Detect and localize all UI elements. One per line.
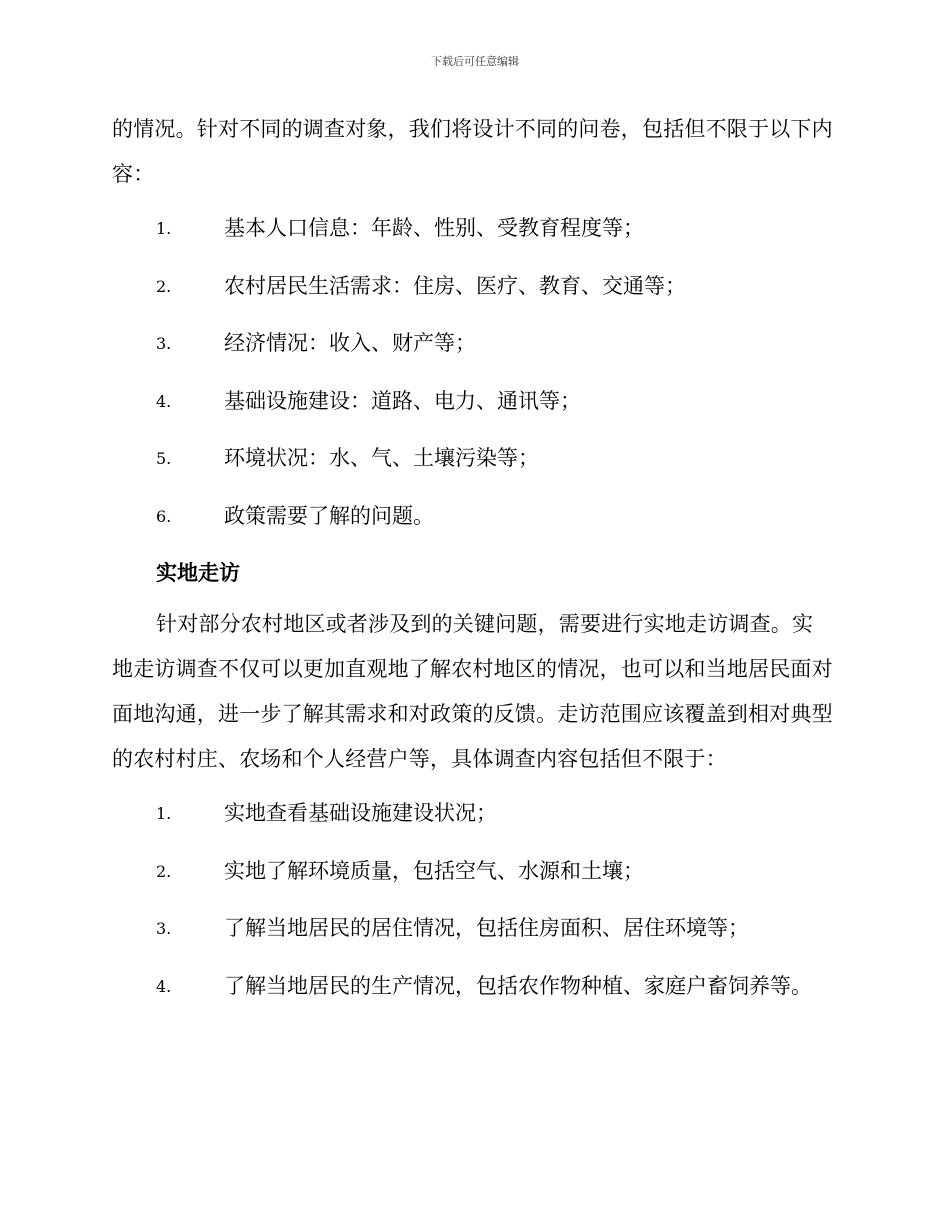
list-number: 3.: [156, 334, 172, 353]
list-item: [112, 258, 834, 316]
visit-list: [112, 785, 834, 1015]
list-number: 2.: [156, 861, 172, 881]
list-item: [112, 900, 834, 958]
list-item: [112, 315, 834, 373]
list-text: 实地查看基础设施建设状况；: [224, 801, 497, 825]
list-text: 农村居民生活需求：住房、医疗、教育、交通等；: [224, 273, 686, 298]
list-number: 3.: [156, 919, 172, 938]
list-number: 6.: [156, 506, 172, 526]
list-number: 4.: [156, 976, 172, 996]
list-number: 1.: [156, 804, 172, 823]
questionnaire-list: [112, 200, 834, 545]
intro-paragraph: 的情况。针对不同的调查对象，我们将设计不同的问卷，包括但不限于以下内容：: [112, 117, 833, 186]
list-item: [112, 430, 834, 488]
list-text: 政策需要了解的问题。: [224, 503, 434, 528]
list-text: 基础设施建设：道路、电力、通讯等；: [224, 388, 581, 413]
list-number: 2.: [156, 276, 172, 296]
list-text: 了解当地居民的生产情况，包括农作物种植、家庭户畜饲养等。: [224, 973, 812, 998]
list-item: [112, 785, 834, 843]
list-item: [112, 200, 834, 258]
list-text: 了解当地居民的居住情况，包括住房面积、居住环境等；: [224, 916, 749, 940]
list-item: [112, 373, 834, 431]
list-item: [112, 958, 834, 1016]
list-text: 实地了解环境质量，包括空气、水源和土壤；: [224, 858, 644, 883]
list-number: 5.: [156, 449, 172, 468]
list-number: 1.: [156, 219, 172, 238]
list-text: 经济情况：收入、财产等；: [224, 331, 476, 355]
list-text: 基本人口信息：年龄、性别、受教育程度等；: [224, 216, 644, 240]
section-paragraph: 针对部分农村地区或者涉及到的关键问题，需要进行实地走访调查。实地走访调查不仅可以更加直观地了解农村地区的情况，也可以和当地居民面对面地沟通，进一步了解其需求和对政策的反馈。走访范围应该覆盖到相对典型的农村村庄、农场和个人经营户等，具体调查内容包括但不限于：: [112, 612, 833, 771]
document-body: [112, 107, 834, 1015]
list-number: 4.: [156, 391, 172, 411]
page-header-note: 下载后可任意编辑: [431, 55, 519, 68]
list-item: [112, 843, 834, 901]
section-heading: 实地走访: [156, 561, 240, 585]
list-item: [112, 488, 834, 546]
list-text: 环境状况：水、气、土壤污染等；: [224, 446, 539, 470]
